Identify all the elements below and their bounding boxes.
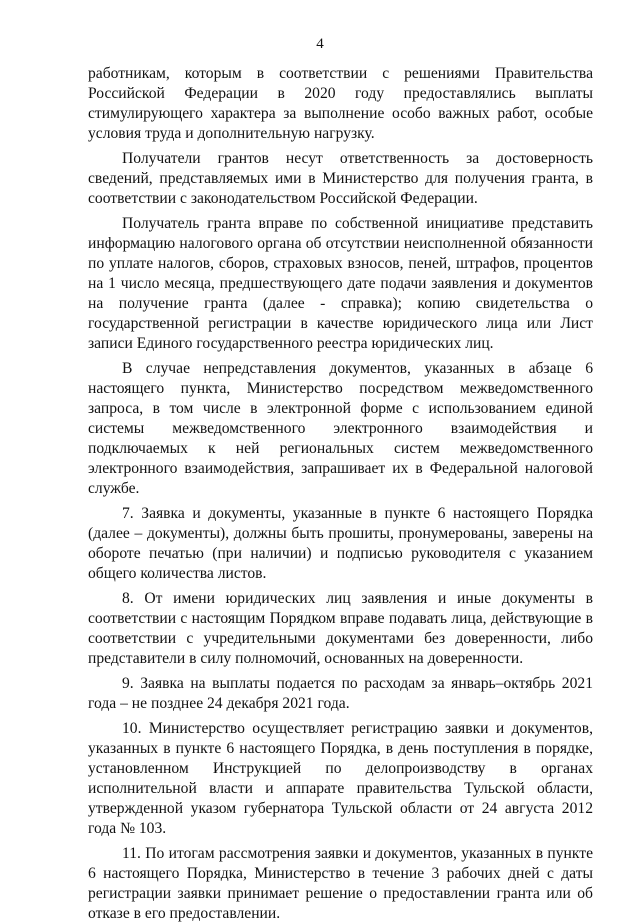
paragraph-item-11: 11. По итогам рассмотрения заявки и документов, указанных в пункте 6 настоящего Порядка, Министерство в течение 3 рабочих дней с даты регистрации заявки принимает решение о предоставлении гранта или об отказе в его предоставлении. xyxy=(88,845,593,922)
paragraph-item-7: 7. Заявка и документы, указанные в пункте 6 настоящего Порядка (далее – документы), должны быть прошиты, пронумерованы, заверены на обороте печатью (при наличии) и подписью руководителя с указанием общего количества листов. xyxy=(88,505,593,582)
paragraph-continuation: работникам, которым в соответствии с решениями Правительства Российской Федерации в 2020 году предоставлялись выплаты стимулирующего характера за выполнение особо важных работ, особые условия труда и дополнительную нагрузку. xyxy=(88,65,593,142)
page-number: 4 xyxy=(316,36,324,52)
paragraph-item-8: 8. От имени юридических лиц заявления и иные документы в соответствии с настоящим Порядком вправе подавать лица, действующие в соответствии с учредительными документами без доверенности, либо представители в силу полномочий, основанных на доверенности. xyxy=(88,590,593,667)
paragraph-item-9: 9. Заявка на выплаты подается по расходам за январь–октябрь 2021 года – не позднее 24 декабря 2021 года. xyxy=(88,675,593,712)
document-body xyxy=(88,64,593,924)
paragraph-grant-responsibility: Получатели грантов несут ответственность за достоверность сведений, представляемых ими в Министерство для получения гранта, в соответствии с законодательством Российской Федерации. xyxy=(88,150,593,207)
paragraph-item-10: 10. Министерство осуществляет регистрацию заявки и документов, указанных в пункте 6 настоящего Порядка, в день поступления в порядке, установленном Инструкцией по делопроизводству в органах исполнительной власти и аппарате правительства Тульской области, утвержденной указом губернатора Тульской области от 24 августа 2012 года № 103. xyxy=(88,720,593,837)
paragraph-tax-info: Получатель гранта вправе по собственной инициативе представить информацию налогового органа об отсутствии неисполненной обязанности по уплате налогов, сборов, страховых взносов, пеней, штрафов, процентов на 1 число месяца, предшествующего дате подачи заявления и документов на получение гранта (далее - справка); копию свидетельства о государственной регистрации в качестве юридического лица или Лист записи Единого государственного реестра юридических лиц. xyxy=(88,215,593,352)
paragraph-interagency-request: В случае непредставления документов, указанных в абзаце 6 настоящего пункта, Министерство посредством межведомственного запроса, в том числе в электронной форме с использованием единой системы межведомственного электронного взаимодействия и подключаемых к ней региональных систем межведомственного электронного взаимодействия, запрашивает их в Федеральной налоговой службе. xyxy=(88,360,593,497)
